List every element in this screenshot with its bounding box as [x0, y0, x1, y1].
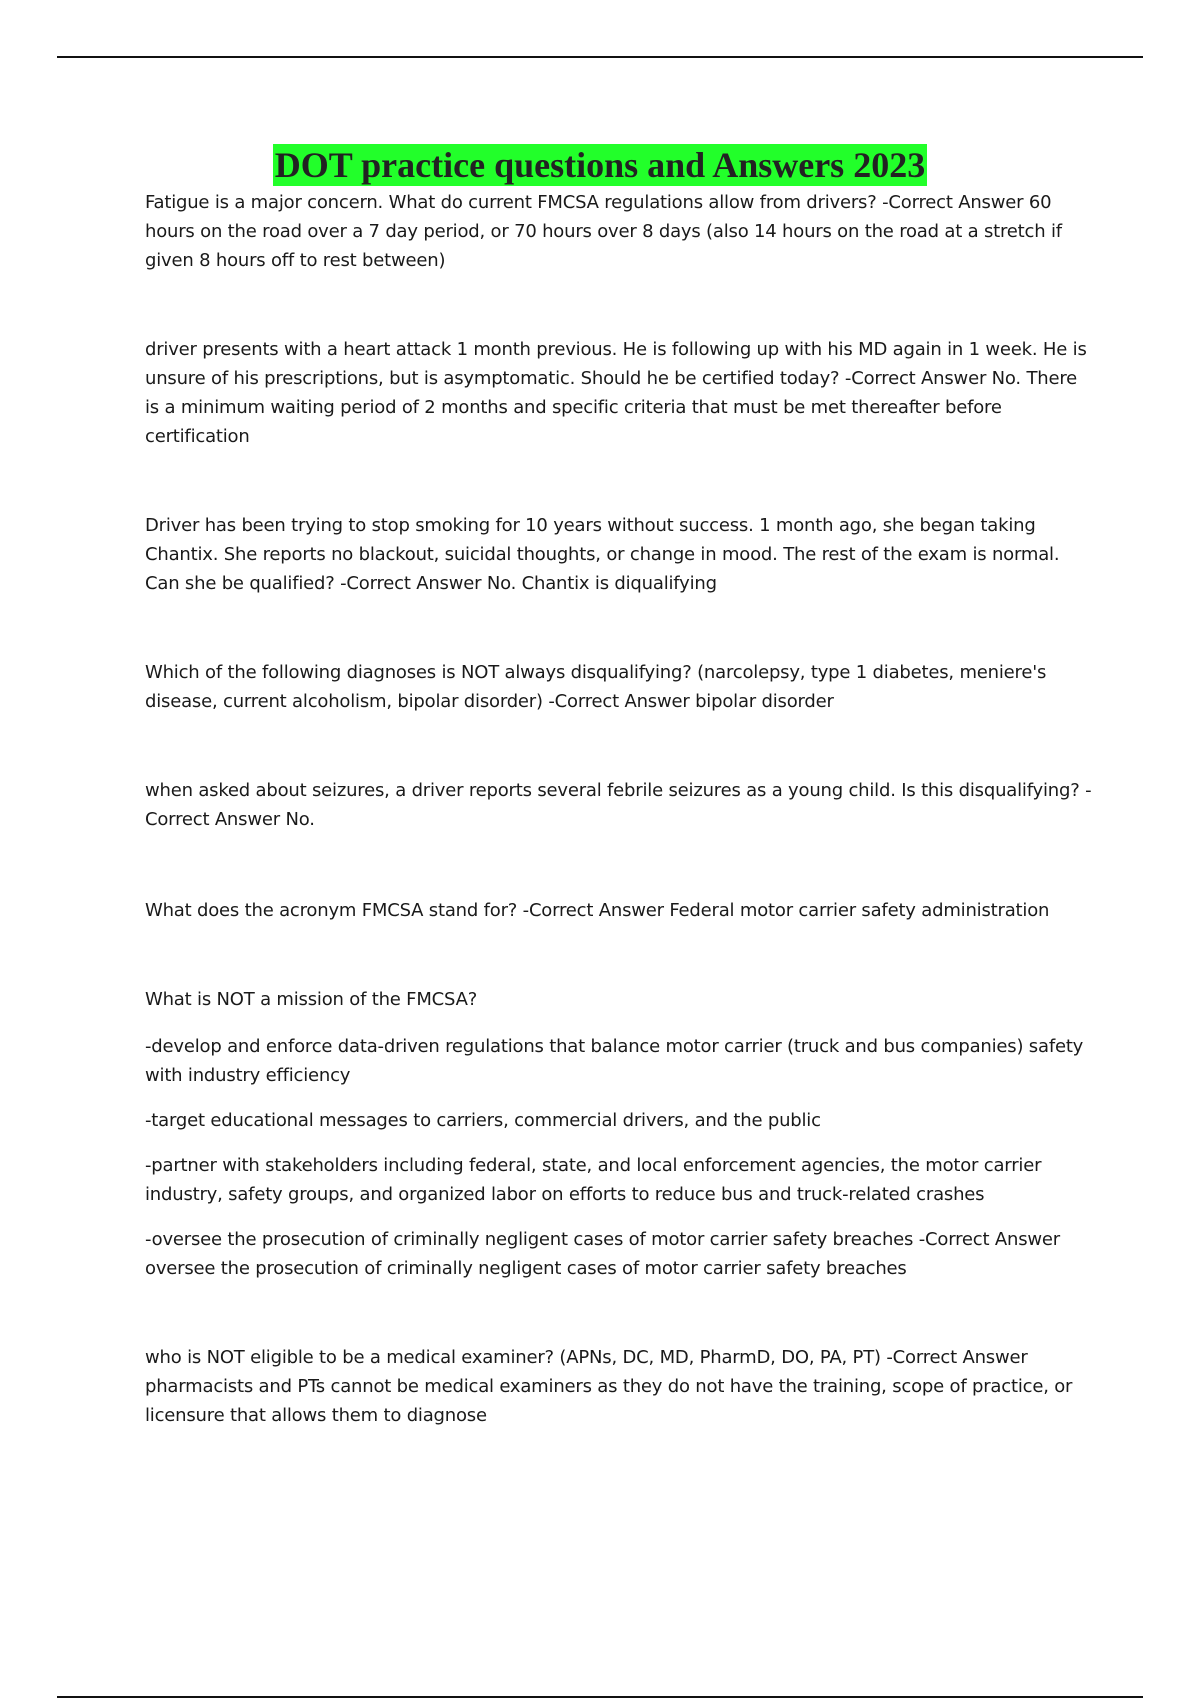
- top-rule: [57, 56, 1143, 58]
- qa-paragraph: Which of the following diagnoses is NOT always disqualifying? (narcolepsy, type 1 diabetes, meniere's disease, current alcoholism, bipolar disorder) -Correct Answer bipolar disorder: [145, 662, 1047, 712]
- qa-option: -target educational messages to carriers, commercial drivers, and the public: [145, 1110, 821, 1131]
- qa-paragraph: Fatigue is a major concern. What do current FMCSA regulations allow from drivers? -Correct Answer 60 hours on the road over a 7 day period, or 70 hours over 8 days (also 14 hours on the road at a stretch if given 8 hours off to rest between): [145, 192, 1062, 271]
- qa-paragraph: driver presents with a heart attack 1 month previous. He is following up with his MD again in 1 week. He is unsure of his prescriptions, but is asymptomatic. Should he be certified today? -Correct Answer No. There is a minimum waiting period of 2 months and specific criteria that must be met thereafter before certification: [145, 339, 1087, 447]
- qa-option-answer: -oversee the prosecution of criminally negligent cases of motor carrier safety breaches -Correct Answer oversee the prosecution of criminally negligent cases of motor carrier safety breaches: [145, 1229, 1060, 1279]
- document-body: [145, 188, 1095, 1430]
- qa-paragraph: What does the acronym FMCSA stand for? -Correct Answer Federal motor carrier safety administration: [145, 900, 1050, 921]
- bottom-rule: [57, 1696, 1143, 1698]
- qa-question: What is NOT a mission of the FMCSA?: [145, 989, 478, 1010]
- qa-option: -develop and enforce data-driven regulations that balance motor carrier (truck and bus companies) safety with industry efficiency: [145, 1036, 1084, 1086]
- qa-option: -partner with stakeholders including federal, state, and local enforcement agencies, the motor carrier industry, safety groups, and organized labor on efforts to reduce bus and truck-related crashes: [145, 1155, 1042, 1205]
- title-container: [0, 144, 1200, 186]
- qa-paragraph: who is NOT eligible to be a medical examiner? (APNs, DC, MD, PharmD, DO, PA, PT) -Correct Answer pharmacists and PTs cannot be medical examiners as they do not have the training, scope of practice, or licensure that allows them to diagnose: [145, 1347, 1073, 1426]
- qa-paragraph: when asked about seizures, a driver reports several febrile seizures as a young child. Is this disqualifying? -Correct Answer No.: [145, 780, 1092, 830]
- document-title: DOT practice questions and Answers 2023: [274, 145, 926, 185]
- qa-paragraph: Driver has been trying to stop smoking for 10 years without success. 1 month ago, she began taking Chantix. She reports no blackout, suicidal thoughts, or change in mood. The rest of the exam is normal. Can she be qualified? -Correct Answer No. Chantix is diqualifying: [145, 515, 1060, 594]
